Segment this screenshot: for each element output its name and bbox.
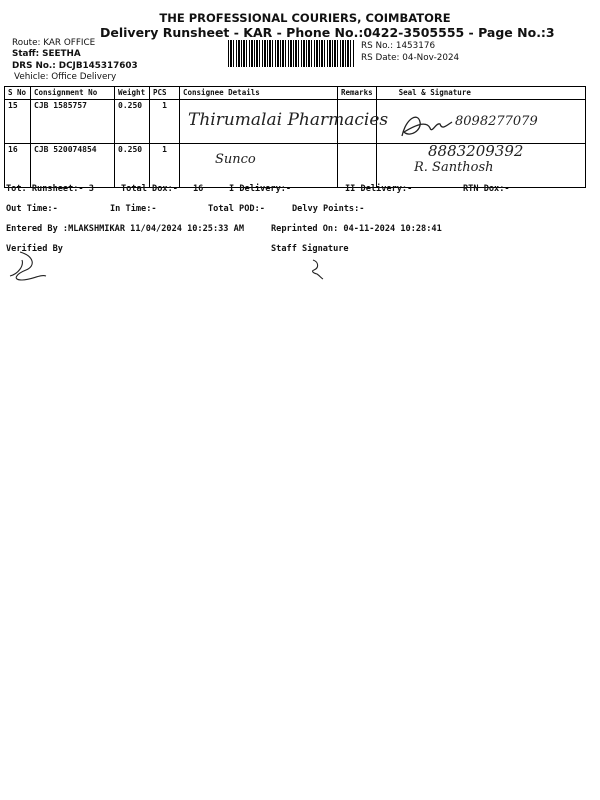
rtn-dox-label: RTN Dox:-: [463, 184, 510, 194]
row-consignee: [180, 144, 338, 188]
ii-delivery-label: II Delivery:-: [345, 184, 413, 194]
total-dox-value: 16: [193, 184, 204, 194]
row-pcs: 1: [150, 144, 180, 188]
row-sno: 15: [5, 100, 31, 144]
row-weight: 0.250: [115, 100, 150, 144]
rs-date: RS Date: 04-Nov-2024: [361, 53, 460, 63]
drs-barcode: [228, 40, 354, 67]
route-label: Route: KAR OFFICE: [12, 38, 96, 48]
signature-scribble-1: [396, 108, 456, 142]
seal-phone-2: 8883209392: [428, 142, 524, 160]
row-sno: 16: [5, 144, 31, 188]
consignee-handwritten-1: Thirumalai Pharmacies: [188, 110, 389, 130]
seal-phone-1: 8098277079: [455, 114, 538, 129]
drs-number: DRS No.: DCJB145317603: [12, 61, 138, 71]
company-title: THE PROFESSIONAL COURIERS, COIMBATORE: [159, 11, 451, 25]
col-header-seal: Seal & Signature: [376, 87, 585, 100]
row-consignment: CJB 520074854: [31, 144, 115, 188]
consignee-handwritten-2: Sunco: [215, 152, 256, 167]
staff-signature-mark: [309, 258, 327, 280]
col-header-weight: Weight: [115, 87, 150, 100]
out-time-label: Out Time:-: [6, 204, 58, 214]
row-weight: 0.250: [115, 144, 150, 188]
total-pod-label: Total POD:-: [208, 204, 265, 214]
i-delivery-label: I Delivery:-: [229, 184, 292, 194]
staff-label: Staff: SEETHA: [12, 49, 81, 59]
verified-by-label: Verified By: [6, 244, 63, 254]
reprinted-on: Reprinted On: 04-11-2024 10:28:41: [271, 224, 442, 234]
col-header-consignee: Consignee Details: [180, 87, 338, 100]
col-header-consignment: Consignment No: [31, 87, 115, 100]
row-pcs: 1: [150, 100, 180, 144]
row-consignment: CJB 1585757: [31, 100, 115, 144]
vehicle-label: Vehicle: Office Delivery: [14, 72, 117, 82]
in-time-label: In Time:-: [110, 204, 157, 214]
staff-signature-label: Staff Signature: [271, 244, 349, 254]
rs-number: RS No.: 1453176: [361, 41, 436, 51]
seal-name-2: R. Santhosh: [414, 160, 494, 175]
col-header-sno: S No: [5, 87, 31, 100]
tot-runsheet: Tot. Runsheet:- 3: [6, 184, 94, 194]
delvy-points-label: Delvy Points:-: [292, 204, 365, 214]
runsheet-subtitle: Delivery Runsheet - KAR - Phone No.:0422-3505555 - Page No.:3: [100, 25, 555, 40]
entered-by: Entered By :MLAKSHMIKAR 11/04/2024 10:25:33 AM: [6, 224, 244, 234]
total-dox-label: Total Dox:-: [121, 184, 178, 194]
verifier-signature: [6, 250, 50, 284]
runsheet-table: [4, 86, 586, 188]
col-header-remarks: Remarks: [338, 87, 377, 100]
col-header-pcs: PCS: [150, 87, 180, 100]
row-remarks: [338, 144, 377, 188]
table-header-row: [5, 87, 586, 100]
